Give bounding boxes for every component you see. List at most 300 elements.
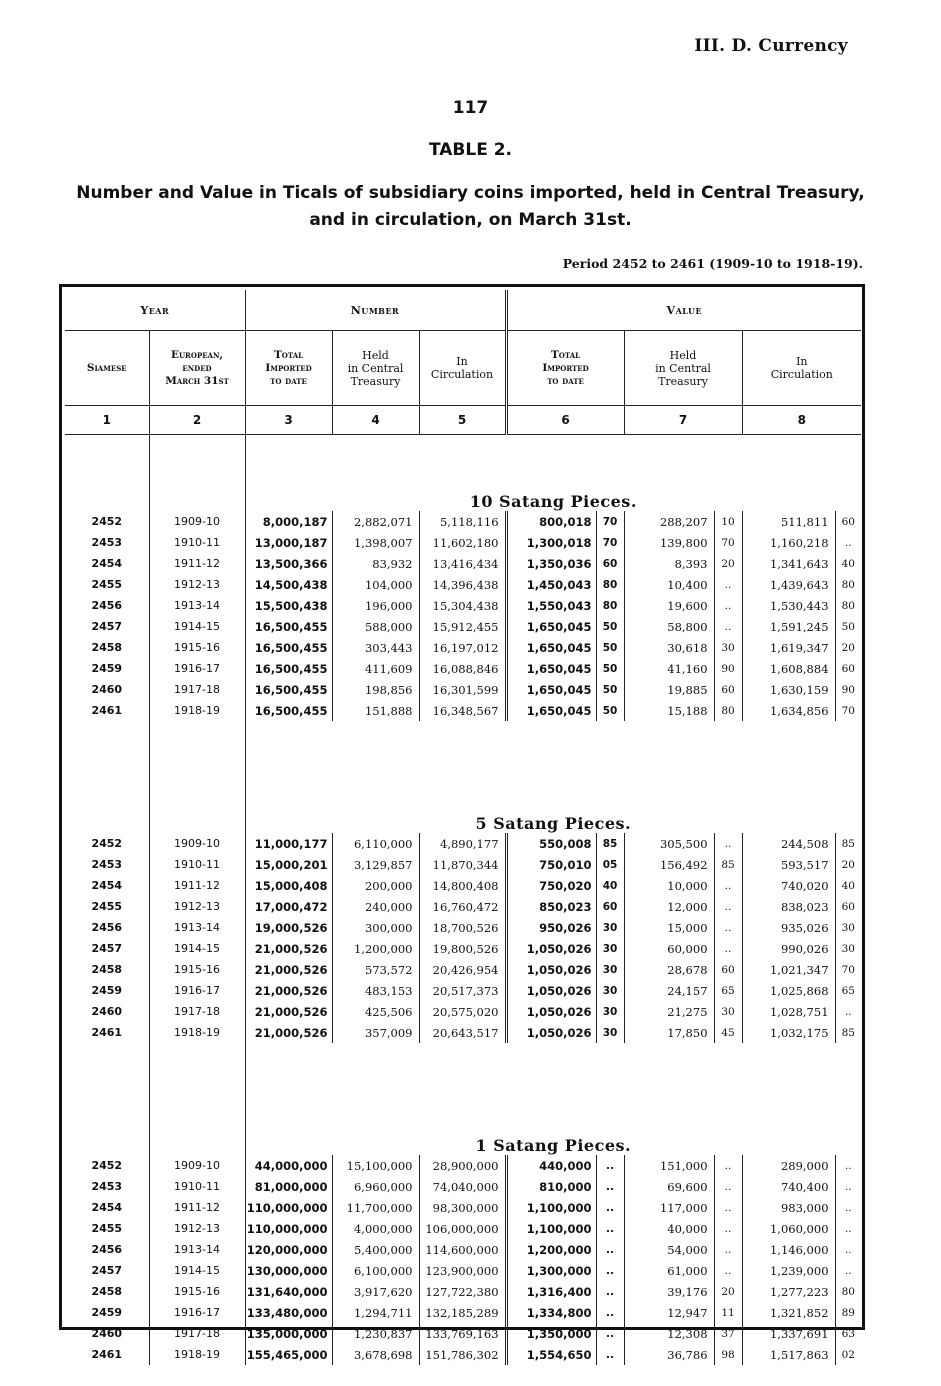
cell-val-held-s: ..	[714, 1155, 742, 1176]
col-number-total	[245, 331, 332, 406]
cell-val-held-s: ..	[714, 833, 742, 854]
col-number-circ-l2: Circulation	[430, 368, 494, 381]
table-row	[65, 679, 861, 700]
cell-val-total-s: 30	[596, 917, 624, 938]
cell-eur: 1910-11	[149, 854, 245, 875]
cell-num-circ: 151,786,302	[419, 1344, 506, 1365]
cell-val-total: 1,200,000	[506, 1239, 596, 1260]
cell-val-held: 12,000	[624, 896, 714, 917]
cell-val-held-s: 60	[714, 959, 742, 980]
cell-sia: 2454	[91, 1201, 123, 1214]
cell-val-held-s: 85	[714, 854, 742, 875]
cell-num-total: 21,000,526	[245, 1001, 332, 1022]
cell-num-total: 19,000,526	[245, 917, 332, 938]
table-body	[65, 435, 861, 1366]
cell-num-total: 155,465,000	[245, 1344, 332, 1365]
cell-eur: 1917-18	[149, 1001, 245, 1022]
cell-val-total: 1,100,000	[506, 1218, 596, 1239]
cell-num-total: 130,000,000	[245, 1260, 332, 1281]
cell-val-held-s: 90	[714, 658, 742, 679]
cell-val-circ-s: ..	[835, 1260, 861, 1281]
cell-num-held: 425,506	[332, 1001, 419, 1022]
cell-num-held: 1,230,837	[332, 1323, 419, 1344]
cell-num-circ: 15,912,455	[419, 616, 506, 637]
header-number: Number	[245, 290, 506, 331]
cell-val-circ-s: 70	[835, 959, 861, 980]
cell-val-total: 550,008	[506, 833, 596, 854]
cell-val-total: 1,050,026	[506, 1022, 596, 1043]
cell-num-circ: 20,426,954	[419, 959, 506, 980]
cell-num-held: 104,000	[332, 574, 419, 595]
title-line-1: Number and Value in Ticals of subsidiary coins imported, held in Central Treasury,	[76, 183, 865, 203]
cell-val-held: 19,600	[624, 595, 714, 616]
cell-sia: 2459	[91, 1306, 123, 1319]
cell-val-held: 40,000	[624, 1218, 714, 1239]
cell-sia: 2458	[91, 1285, 123, 1298]
col-num-4: 4	[332, 406, 419, 435]
cell-eur: 1915-16	[149, 1281, 245, 1302]
cell-num-total: 21,000,526	[245, 959, 332, 980]
cell-val-held: 15,188	[624, 700, 714, 721]
cell-num-total: 21,000,526	[245, 980, 332, 1001]
cell-val-circ-s: 90	[835, 679, 861, 700]
col-number-held	[332, 331, 419, 406]
cell-num-circ: 18,700,526	[419, 917, 506, 938]
cell-val-total: 1,350,000	[506, 1323, 596, 1344]
cell-val-circ: 1,634,856	[742, 700, 835, 721]
cell-eur: 1913-14	[149, 1239, 245, 1260]
cell-val-total-s: 60	[596, 896, 624, 917]
section-title: 5 Satang Pieces.	[245, 757, 861, 833]
cell-num-circ: 14,800,408	[419, 875, 506, 896]
cell-eur: 1913-14	[149, 595, 245, 616]
cell-num-held: 6,960,000	[332, 1176, 419, 1197]
table-row	[65, 1344, 861, 1365]
table-row	[65, 1260, 861, 1281]
cell-num-total: 133,480,000	[245, 1302, 332, 1323]
cell-val-circ-s: 02	[835, 1344, 861, 1365]
cell-val-circ-s: ..	[835, 1155, 861, 1176]
cell-eur: 1917-18	[149, 1323, 245, 1344]
cell-num-circ: 28,900,000	[419, 1155, 506, 1176]
cell-val-held-s: ..	[714, 896, 742, 917]
cell-val-held: 156,492	[624, 854, 714, 875]
cell-val-held: 151,000	[624, 1155, 714, 1176]
cell-val-total-s: 50	[596, 658, 624, 679]
section-spacer	[149, 1079, 245, 1155]
col-num-1: 1	[65, 406, 149, 435]
cell-val-circ: 1,530,443	[742, 595, 835, 616]
cell-val-circ: 1,160,218	[742, 532, 835, 553]
cell-val-held-s: 65	[714, 980, 742, 1001]
gap-cell	[149, 721, 245, 757]
cell-sia: 2457	[91, 942, 123, 955]
cell-val-held-s: ..	[714, 595, 742, 616]
cell-val-circ-s: 85	[835, 1022, 861, 1043]
cell-val-held: 12,947	[624, 1302, 714, 1323]
cell-val-circ-s: ..	[835, 1218, 861, 1239]
cell-sia: 2455	[91, 1222, 123, 1235]
cell-num-held: 357,009	[332, 1022, 419, 1043]
cell-val-total-s: 50	[596, 679, 624, 700]
cell-val-total: 1,050,026	[506, 959, 596, 980]
header-group-row	[65, 290, 861, 331]
cell-val-circ-s: ..	[835, 1239, 861, 1260]
table-row	[65, 1218, 861, 1239]
cell-val-circ-s: 60	[835, 511, 861, 532]
col-number-held-l1: Held	[362, 348, 389, 362]
cell-val-total-s: 05	[596, 854, 624, 875]
cell-val-held-s: ..	[714, 1239, 742, 1260]
table-row	[65, 1001, 861, 1022]
table-row	[65, 1197, 861, 1218]
cell-val-circ-s: 40	[835, 875, 861, 896]
cell-val-held-s: ..	[714, 574, 742, 595]
col-number-circ-l1: In	[456, 355, 468, 368]
cell-eur: 1913-14	[149, 917, 245, 938]
cell-val-total: 1,650,045	[506, 658, 596, 679]
cell-val-circ: 1,277,223	[742, 1281, 835, 1302]
cell-num-total: 17,000,472	[245, 896, 332, 917]
cell-val-circ-s: 20	[835, 854, 861, 875]
cell-val-held-s: ..	[714, 1218, 742, 1239]
cell-num-held: 3,678,698	[332, 1344, 419, 1365]
section-spacer	[149, 435, 245, 512]
cell-sia: 2452	[91, 515, 123, 528]
col-value-held-l3: Treasury	[658, 374, 708, 388]
cell-num-circ: 133,769,163	[419, 1323, 506, 1344]
table-row	[65, 1281, 861, 1302]
cell-val-circ: 1,619,347	[742, 637, 835, 658]
cell-val-circ-s: 40	[835, 553, 861, 574]
cell-eur: 1918-19	[149, 1022, 245, 1043]
cell-num-held: 1,200,000	[332, 938, 419, 959]
page-number: 117	[452, 98, 489, 118]
cell-val-circ: 1,630,159	[742, 679, 835, 700]
cell-num-circ: 16,348,567	[419, 700, 506, 721]
section-spacer	[65, 1079, 149, 1155]
cell-val-circ-s: 89	[835, 1302, 861, 1323]
cell-val-held: 24,157	[624, 980, 714, 1001]
col-num-3: 3	[245, 406, 332, 435]
cell-val-circ: 1,591,245	[742, 616, 835, 637]
cell-val-total: 950,026	[506, 917, 596, 938]
cell-val-total: 1,550,043	[506, 595, 596, 616]
table-row	[65, 896, 861, 917]
table-name: TABLE 2.	[428, 140, 513, 160]
cell-eur: 1915-16	[149, 637, 245, 658]
cell-val-total-s: ..	[596, 1344, 624, 1365]
cell-val-circ-s: 30	[835, 917, 861, 938]
cell-val-circ-s: 80	[835, 1281, 861, 1302]
cell-val-total-s: ..	[596, 1197, 624, 1218]
cell-val-held: 28,678	[624, 959, 714, 980]
cell-val-circ-s: ..	[835, 1176, 861, 1197]
table-row	[65, 833, 861, 854]
col-european-l3: March 31st	[165, 374, 229, 387]
cell-val-held: 61,000	[624, 1260, 714, 1281]
col-value-total-l2: Imported	[542, 361, 589, 374]
cell-val-total: 1,650,045	[506, 637, 596, 658]
cell-val-total: 850,023	[506, 896, 596, 917]
cell-val-circ-s: 80	[835, 595, 861, 616]
cell-val-total-s: ..	[596, 1218, 624, 1239]
cell-val-held-s: 70	[714, 532, 742, 553]
cell-val-circ: 1,021,347	[742, 959, 835, 980]
cell-val-total-s: 80	[596, 574, 624, 595]
cell-eur: 1914-15	[149, 616, 245, 637]
cell-val-circ: 1,028,751	[742, 1001, 835, 1022]
cell-num-circ: 19,800,526	[419, 938, 506, 959]
cell-val-held: 60,000	[624, 938, 714, 959]
cell-val-circ: 983,000	[742, 1197, 835, 1218]
cell-val-held-s: ..	[714, 1197, 742, 1218]
col-num-8: 8	[742, 406, 861, 435]
cell-val-circ: 511,811	[742, 511, 835, 532]
cell-val-circ: 1,321,852	[742, 1302, 835, 1323]
table-row	[65, 553, 861, 574]
cell-val-total-s: 30	[596, 1001, 624, 1022]
cell-val-circ-s: 60	[835, 658, 861, 679]
cell-num-held: 15,100,000	[332, 1155, 419, 1176]
col-value-circ-l1: In	[796, 355, 808, 368]
cell-num-total: 15,500,438	[245, 595, 332, 616]
table-title	[60, 180, 881, 234]
gap-cell	[149, 1043, 245, 1079]
cell-num-held: 4,000,000	[332, 1218, 419, 1239]
cell-val-total: 800,018	[506, 511, 596, 532]
cell-sia: 2459	[91, 984, 123, 997]
cell-sia: 2456	[91, 921, 123, 934]
cell-val-total-s: 50	[596, 700, 624, 721]
cell-val-circ-s: 65	[835, 980, 861, 1001]
cell-val-held: 17,850	[624, 1022, 714, 1043]
cell-num-circ: 16,197,012	[419, 637, 506, 658]
col-value-total-l1: Total	[550, 348, 581, 361]
cell-val-circ: 838,023	[742, 896, 835, 917]
cell-num-circ: 20,517,373	[419, 980, 506, 1001]
cell-val-circ-s: 50	[835, 616, 861, 637]
cell-num-circ: 5,118,116	[419, 511, 506, 532]
cell-val-total-s: 60	[596, 553, 624, 574]
cell-num-held: 303,443	[332, 637, 419, 658]
cell-num-total: 16,500,455	[245, 658, 332, 679]
cell-val-circ: 1,337,691	[742, 1323, 835, 1344]
cell-eur: 1909-10	[149, 1155, 245, 1176]
col-num-7: 7	[624, 406, 742, 435]
col-num-5: 5	[419, 406, 506, 435]
cell-sia: 2453	[91, 858, 123, 871]
cell-num-held: 5,400,000	[332, 1239, 419, 1260]
cell-num-total: 21,000,526	[245, 938, 332, 959]
cell-num-held: 573,572	[332, 959, 419, 980]
cell-val-circ: 1,341,643	[742, 553, 835, 574]
cell-sia: 2461	[91, 1348, 123, 1361]
cell-num-circ: 15,304,438	[419, 595, 506, 616]
cell-val-held-s: ..	[714, 875, 742, 896]
col-value-held-l1: Held	[669, 348, 697, 362]
cell-val-total: 1,650,045	[506, 679, 596, 700]
table-row	[65, 875, 861, 896]
cell-val-circ: 1,608,884	[742, 658, 835, 679]
table-row	[65, 1323, 861, 1344]
cell-val-circ-s: ..	[835, 1197, 861, 1218]
section-spacer	[149, 757, 245, 833]
cell-val-total: 1,100,000	[506, 1197, 596, 1218]
cell-num-circ: 114,600,000	[419, 1239, 506, 1260]
cell-num-held: 240,000	[332, 896, 419, 917]
cell-val-held: 21,275	[624, 1001, 714, 1022]
section-gap	[65, 721, 861, 757]
cell-num-held: 11,700,000	[332, 1197, 419, 1218]
cell-val-held: 10,400	[624, 574, 714, 595]
cell-val-total-s: 50	[596, 637, 624, 658]
cell-num-held: 483,153	[332, 980, 419, 1001]
cell-val-held-s: 80	[714, 700, 742, 721]
gap-cell	[65, 721, 149, 757]
cell-num-total: 14,500,438	[245, 574, 332, 595]
cell-sia: 2460	[91, 683, 123, 696]
cell-val-total-s: ..	[596, 1176, 624, 1197]
table-row	[65, 532, 861, 553]
cell-val-total-s: 30	[596, 1022, 624, 1043]
cell-num-held: 3,917,620	[332, 1281, 419, 1302]
cell-val-held-s: 11	[714, 1302, 742, 1323]
cell-val-circ-s: 30	[835, 938, 861, 959]
cell-val-circ: 1,239,000	[742, 1260, 835, 1281]
cell-val-circ-s: 85	[835, 833, 861, 854]
col-number-held-l3: Treasury	[350, 374, 401, 388]
cell-eur: 1915-16	[149, 959, 245, 980]
cell-sia: 2453	[91, 536, 123, 549]
cell-val-total-s: 50	[596, 616, 624, 637]
cell-eur: 1912-13	[149, 896, 245, 917]
col-european-l1: European,	[170, 348, 224, 361]
cell-eur: 1917-18	[149, 679, 245, 700]
cell-val-circ: 1,517,863	[742, 1344, 835, 1365]
cell-val-total: 1,650,045	[506, 700, 596, 721]
gap-cell	[245, 721, 861, 757]
cell-num-circ: 16,088,846	[419, 658, 506, 679]
header-sub-row	[65, 331, 861, 406]
section-header-row	[65, 1079, 861, 1155]
gap-cell	[245, 1043, 861, 1079]
cell-num-circ: 11,870,344	[419, 854, 506, 875]
cell-val-total: 750,020	[506, 875, 596, 896]
gap-cell	[65, 1043, 149, 1079]
cell-num-total: 131,640,000	[245, 1281, 332, 1302]
cell-num-held: 3,129,857	[332, 854, 419, 875]
cell-num-circ: 20,575,020	[419, 1001, 506, 1022]
cell-num-total: 44,000,000	[245, 1155, 332, 1176]
cell-num-held: 1,398,007	[332, 532, 419, 553]
cell-val-total: 1,300,018	[506, 532, 596, 553]
cell-val-held-s: 45	[714, 1022, 742, 1043]
cell-sia: 2458	[91, 963, 123, 976]
cell-eur: 1911-12	[149, 553, 245, 574]
currency-table	[65, 290, 861, 1365]
cell-sia: 2456	[91, 599, 123, 612]
col-value-held-l2: in Central	[655, 361, 711, 375]
cell-num-circ: 132,185,289	[419, 1302, 506, 1323]
cell-num-held: 6,100,000	[332, 1260, 419, 1281]
cell-num-circ: 16,760,472	[419, 896, 506, 917]
cell-val-held: 39,176	[624, 1281, 714, 1302]
cell-eur: 1912-13	[149, 574, 245, 595]
col-value-circulation	[742, 331, 861, 406]
cell-sia: 2459	[91, 662, 123, 675]
cell-val-total: 750,010	[506, 854, 596, 875]
cell-eur: 1912-13	[149, 1218, 245, 1239]
cell-val-held: 30,618	[624, 637, 714, 658]
cell-num-circ: 98,300,000	[419, 1197, 506, 1218]
table-row	[65, 637, 861, 658]
cell-num-total: 81,000,000	[245, 1176, 332, 1197]
cell-sia: 2456	[91, 1243, 123, 1256]
cell-val-circ: 244,508	[742, 833, 835, 854]
table-row	[65, 616, 861, 637]
cell-num-circ: 127,722,380	[419, 1281, 506, 1302]
cell-num-circ: 14,396,438	[419, 574, 506, 595]
cell-num-held: 2,882,071	[332, 511, 419, 532]
cell-val-total-s: 30	[596, 959, 624, 980]
cell-num-total: 110,000,000	[245, 1218, 332, 1239]
cell-val-held-s: 20	[714, 553, 742, 574]
cell-val-circ: 289,000	[742, 1155, 835, 1176]
cell-num-total: 120,000,000	[245, 1239, 332, 1260]
cell-eur: 1918-19	[149, 700, 245, 721]
cell-num-circ: 4,890,177	[419, 833, 506, 854]
cell-num-held: 6,110,000	[332, 833, 419, 854]
cell-val-circ-s: ..	[835, 532, 861, 553]
cell-num-circ: 13,416,434	[419, 553, 506, 574]
table-row	[65, 1176, 861, 1197]
cell-val-held: 10,000	[624, 875, 714, 896]
cell-val-total: 1,050,026	[506, 1001, 596, 1022]
cell-val-total: 1,554,650	[506, 1344, 596, 1365]
cell-val-held-s: ..	[714, 1260, 742, 1281]
cell-num-total: 16,500,455	[245, 637, 332, 658]
cell-sia: 2452	[91, 1159, 123, 1172]
cell-val-total-s: ..	[596, 1302, 624, 1323]
cell-val-total-s: 85	[596, 833, 624, 854]
cell-num-circ: 74,040,000	[419, 1176, 506, 1197]
cell-val-held: 117,000	[624, 1197, 714, 1218]
cell-val-held: 288,207	[624, 511, 714, 532]
cell-val-circ: 1,060,000	[742, 1218, 835, 1239]
cell-sia: 2460	[91, 1327, 123, 1340]
cell-val-held-s: 98	[714, 1344, 742, 1365]
cell-val-circ: 1,146,000	[742, 1239, 835, 1260]
cell-val-held: 305,500	[624, 833, 714, 854]
section-header-row	[65, 435, 861, 512]
cell-val-circ-s: 80	[835, 574, 861, 595]
section-header-row	[65, 757, 861, 833]
cell-num-total: 16,500,455	[245, 679, 332, 700]
cell-val-held: 41,160	[624, 658, 714, 679]
section-title: 1 Satang Pieces.	[245, 1079, 861, 1155]
cell-eur: 1911-12	[149, 1197, 245, 1218]
cell-val-total: 1,650,045	[506, 616, 596, 637]
cell-val-total-s: ..	[596, 1323, 624, 1344]
col-siamese: Siamese	[65, 331, 149, 406]
cell-val-circ: 740,400	[742, 1176, 835, 1197]
cell-val-held-s: ..	[714, 938, 742, 959]
cell-num-total: 135,000,000	[245, 1323, 332, 1344]
col-num-6: 6	[506, 406, 624, 435]
cell-val-total: 1,316,400	[506, 1281, 596, 1302]
cell-eur: 1916-17	[149, 1302, 245, 1323]
